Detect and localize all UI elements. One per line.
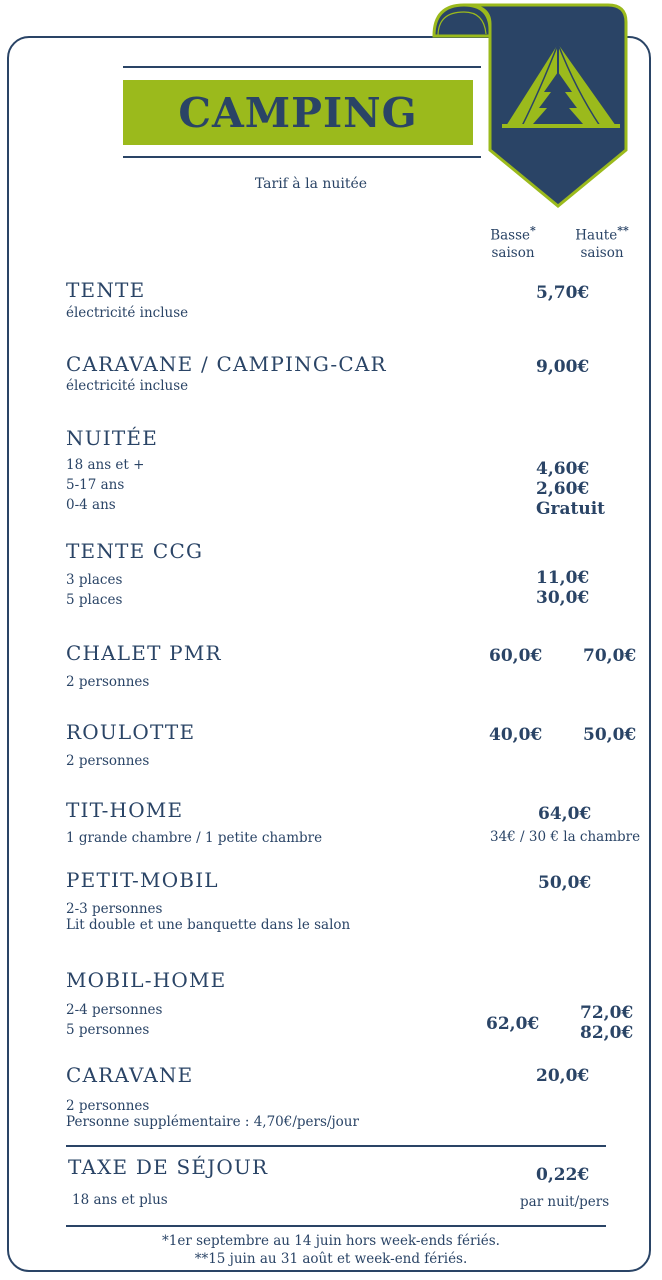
taxe-rule-top: [66, 1145, 606, 1147]
footnote-low-season: *1er septembre au 14 juin hors week-ends fériés.: [162, 1233, 500, 1249]
nuitee-prices: 4,60€ 2,60€ Gratuit: [536, 459, 606, 519]
section-mobil-home: MOBIL-HOME: [66, 968, 227, 992]
tente-price: 5,70€: [536, 283, 590, 303]
roulotte-low-price: 40,0€: [489, 725, 543, 745]
footnotes: [0, 1232, 662, 1268]
roulotte-note: 2 personnes: [66, 753, 150, 769]
subtitle: Tarif à la nuitée: [254, 176, 368, 192]
petit-mobil-lines: 2-3 personnes Lit double et une banquette dans le salon: [66, 901, 351, 933]
section-tit-home: TIT-HOME: [66, 798, 184, 822]
chalet-low-price: 60,0€: [489, 646, 543, 666]
title-banner: [123, 80, 473, 145]
section-roulotte: ROULOTTE: [66, 720, 196, 744]
chalet-high-price: 70,0€: [583, 646, 637, 666]
roulotte-high-price: 50,0€: [583, 725, 637, 745]
section-taxe-sejour: TAXE DE SÉJOUR: [68, 1155, 269, 1179]
column-high-season: Haute** saison: [575, 224, 629, 261]
taxe-price: 0,22€: [536, 1165, 590, 1185]
tit-home-detail: 34€ / 30 € la chambre: [490, 829, 641, 845]
section-petit-mobil: PETIT-MOBIL: [66, 868, 219, 892]
section-chalet-pmr: CHALET PMR: [66, 641, 222, 665]
mobil-home-high-prices: 72,0€ 82,0€: [580, 1003, 634, 1043]
taxe-unit: par nuit/pers: [520, 1194, 610, 1210]
title-rule-bottom: [123, 156, 481, 158]
tente-note: électricité incluse: [66, 305, 189, 321]
section-caravane: CARAVANE: [66, 1063, 194, 1087]
chalet-note: 2 personnes: [66, 674, 150, 690]
tente-ccg-lines: 3 places 5 places: [66, 572, 123, 608]
taxe-note: 18 ans et plus: [72, 1192, 168, 1208]
mobil-home-lines: 2-4 personnes 5 personnes: [66, 1002, 163, 1038]
column-low-season: Basse* saison: [490, 224, 536, 261]
section-nuitee: NUITÉE: [66, 426, 158, 450]
section-tente: TENTE: [66, 278, 146, 302]
tit-home-note: 1 grande chambre / 1 petite chambre: [66, 830, 323, 846]
caravane-price: 20,0€: [536, 1066, 590, 1086]
mobil-home-low-price: 62,0€: [486, 1014, 540, 1034]
title-rule-top: [123, 66, 481, 68]
section-caravane-camping-car: CARAVANE / CAMPING-CAR: [66, 352, 387, 376]
footnote-high-season: **15 juin au 31 août et week-end fériés.: [194, 1251, 468, 1267]
caravane-lines: 2 personnes Personne supplémentaire : 4,70€/pers/jour: [66, 1098, 359, 1130]
tente-ccg-prices: 11,0€ 30,0€: [536, 568, 590, 608]
page-title: CAMPING: [178, 88, 418, 137]
caravane-cc-price: 9,00€: [536, 357, 590, 377]
petit-mobil-price: 50,0€: [538, 873, 592, 893]
section-tente-ccg: TENTE CCG: [66, 539, 204, 563]
taxe-rule-bottom: [66, 1225, 606, 1227]
caravane-cc-note: électricité incluse: [66, 378, 189, 394]
tit-home-price: 64,0€: [538, 804, 592, 824]
nuitee-lines: 18 ans et + 5-17 ans 0-4 ans: [66, 457, 145, 513]
